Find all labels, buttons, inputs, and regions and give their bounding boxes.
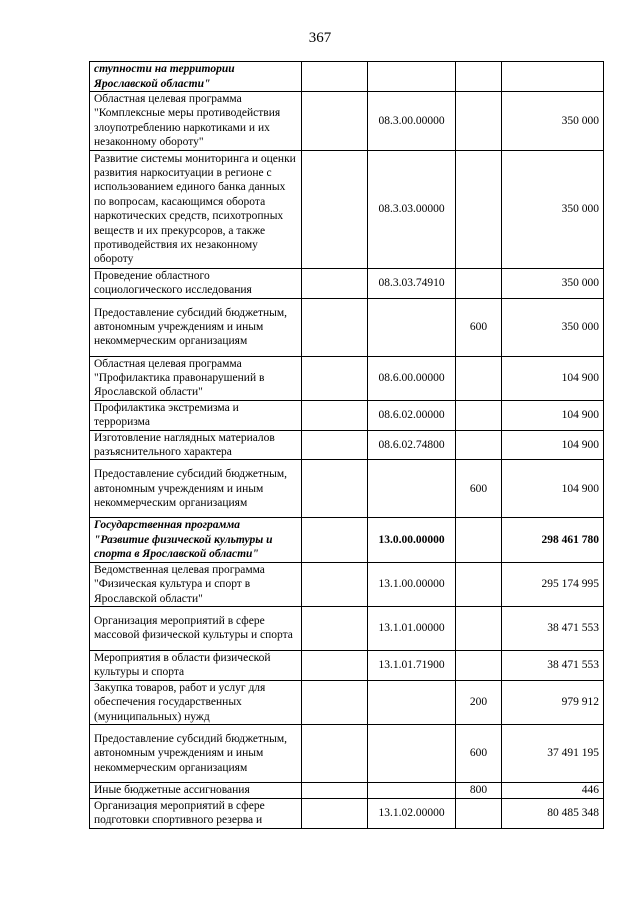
row-dept-cell xyxy=(302,298,368,356)
row-dept-cell xyxy=(302,680,368,724)
row-code-cell: 13.1.01.71900 xyxy=(368,650,456,680)
row-dept-cell xyxy=(302,783,368,798)
row-dept-cell xyxy=(302,798,368,828)
row-kind-cell xyxy=(456,798,502,828)
row-dept-cell xyxy=(302,562,368,606)
row-name-cell: Предоставление субсидий бюджетным, автономным учреждениям и иным некоммерческим организациям xyxy=(90,725,302,783)
row-kind-cell xyxy=(456,356,502,400)
row-name-cell: Государственная программа "Развитие физической культуры и спорта в Ярославской области" xyxy=(90,518,302,562)
budget-table-body xyxy=(90,62,604,829)
row-code-cell: 08.6.02.74800 xyxy=(368,430,456,460)
row-code-cell: 08.6.02.00000 xyxy=(368,400,456,430)
row-amount-cell: 104 900 xyxy=(502,460,604,518)
row-amount-cell: 80 485 348 xyxy=(502,798,604,828)
row-kind-cell: 200 xyxy=(456,680,502,724)
row-name-cell: Предоставление субсидий бюджетным, автономным учреждениям и иным некоммерческим организациям xyxy=(90,460,302,518)
table-row xyxy=(90,268,604,298)
row-amount-cell: 104 900 xyxy=(502,356,604,400)
row-kind-cell xyxy=(456,606,502,650)
row-dept-cell xyxy=(302,356,368,400)
row-dept-cell xyxy=(302,518,368,562)
table-row xyxy=(90,798,604,828)
row-name-cell: Организация мероприятий в сфере подготовки спортивного резерва и xyxy=(90,798,302,828)
table-row xyxy=(90,650,604,680)
row-name-cell: Изготовление наглядных материалов разъяснительного характера xyxy=(90,430,302,460)
row-dept-cell xyxy=(302,606,368,650)
row-kind-cell xyxy=(456,518,502,562)
row-kind-cell: 600 xyxy=(456,725,502,783)
table-row xyxy=(90,606,604,650)
row-kind-cell xyxy=(456,92,502,151)
row-name-cell: Ведомственная целевая программа "Физическая культура и спорт в Ярославской области" xyxy=(90,562,302,606)
row-amount-cell: 37 491 195 xyxy=(502,725,604,783)
table-row xyxy=(90,518,604,562)
row-amount-cell: 104 900 xyxy=(502,430,604,460)
row-amount-cell: 38 471 553 xyxy=(502,650,604,680)
table-row xyxy=(90,430,604,460)
row-name-cell: Развитие системы мониторинга и оценки развития наркоситуации в регионе с использованием единого банка данных по вопросам, касающимся оборота наркотических средств, психотропных веществ и их прекурсоров, а также противодействия их незаконному обороту xyxy=(90,150,302,268)
row-name-cell: ступности на территории Ярославской области" xyxy=(90,62,302,92)
row-dept-cell xyxy=(302,725,368,783)
table-row xyxy=(90,356,604,400)
row-code-cell: 08.3.03.74910 xyxy=(368,268,456,298)
row-code-cell: 13.1.00.00000 xyxy=(368,562,456,606)
row-kind-cell: 800 xyxy=(456,783,502,798)
table-row xyxy=(90,400,604,430)
table-row xyxy=(90,680,604,724)
table-row xyxy=(90,562,604,606)
row-kind-cell xyxy=(456,150,502,268)
row-amount-cell: 446 xyxy=(502,783,604,798)
row-code-cell xyxy=(368,62,456,92)
row-code-cell xyxy=(368,725,456,783)
row-amount-cell: 295 174 995 xyxy=(502,562,604,606)
row-dept-cell xyxy=(302,400,368,430)
row-dept-cell xyxy=(302,62,368,92)
row-dept-cell xyxy=(302,92,368,151)
row-name-cell: Организация мероприятий в сфере массовой физической культуры и спорта xyxy=(90,606,302,650)
row-code-cell: 13.1.01.00000 xyxy=(368,606,456,650)
row-name-cell: Предоставление субсидий бюджетным, автономным учреждениям и иным некоммерческим организациям xyxy=(90,298,302,356)
row-amount-cell: 350 000 xyxy=(502,268,604,298)
row-code-cell: 13.0.00.00000 xyxy=(368,518,456,562)
table-row xyxy=(90,150,604,268)
row-code-cell: 08.3.00.00000 xyxy=(368,92,456,151)
row-amount-cell: 104 900 xyxy=(502,400,604,430)
row-name-cell: Проведение областного социологического исследования xyxy=(90,268,302,298)
table-row xyxy=(90,725,604,783)
row-dept-cell xyxy=(302,460,368,518)
row-dept-cell xyxy=(302,268,368,298)
table-row xyxy=(90,298,604,356)
row-name-cell: Мероприятия в области физической культуры и спорта xyxy=(90,650,302,680)
row-amount-cell: 350 000 xyxy=(502,298,604,356)
page-number: 367 xyxy=(308,30,332,46)
table-row xyxy=(90,92,604,151)
row-amount-cell: 979 912 xyxy=(502,680,604,724)
row-amount-cell: 350 000 xyxy=(502,150,604,268)
row-amount-cell: 350 000 xyxy=(502,92,604,151)
row-dept-cell xyxy=(302,430,368,460)
row-kind-cell xyxy=(456,400,502,430)
row-code-cell xyxy=(368,783,456,798)
row-amount-cell: 38 471 553 xyxy=(502,606,604,650)
row-kind-cell xyxy=(456,562,502,606)
row-name-cell: Областная целевая программа "Профилактика правонарушений в Ярославской области" xyxy=(90,356,302,400)
table-row xyxy=(90,460,604,518)
row-kind-cell: 600 xyxy=(456,298,502,356)
row-amount-cell xyxy=(502,62,604,92)
row-amount-cell: 298 461 780 xyxy=(502,518,604,562)
table-row xyxy=(90,783,604,798)
row-kind-cell xyxy=(456,650,502,680)
row-code-cell: 08.3.03.00000 xyxy=(368,150,456,268)
row-name-cell: Иные бюджетные ассигнования xyxy=(90,783,302,798)
row-kind-cell xyxy=(456,268,502,298)
row-dept-cell xyxy=(302,150,368,268)
row-code-cell xyxy=(368,460,456,518)
row-code-cell xyxy=(368,298,456,356)
table-row xyxy=(90,62,604,92)
row-kind-cell xyxy=(456,430,502,460)
row-dept-cell xyxy=(302,650,368,680)
row-name-cell: Закупка товаров, работ и услуг для обеспечения государственных (муниципальных) нужд xyxy=(90,680,302,724)
row-kind-cell xyxy=(456,62,502,92)
budget-table xyxy=(89,61,604,829)
row-kind-cell: 600 xyxy=(456,460,502,518)
row-code-cell: 13.1.02.00000 xyxy=(368,798,456,828)
row-name-cell: Профилактика экстремизма и терроризма xyxy=(90,400,302,430)
row-name-cell: Областная целевая программа "Комплексные меры противодействия злоупотреблению наркотиками и их незаконному обороту" xyxy=(90,92,302,151)
row-code-cell: 08.6.00.00000 xyxy=(368,356,456,400)
row-code-cell xyxy=(368,680,456,724)
